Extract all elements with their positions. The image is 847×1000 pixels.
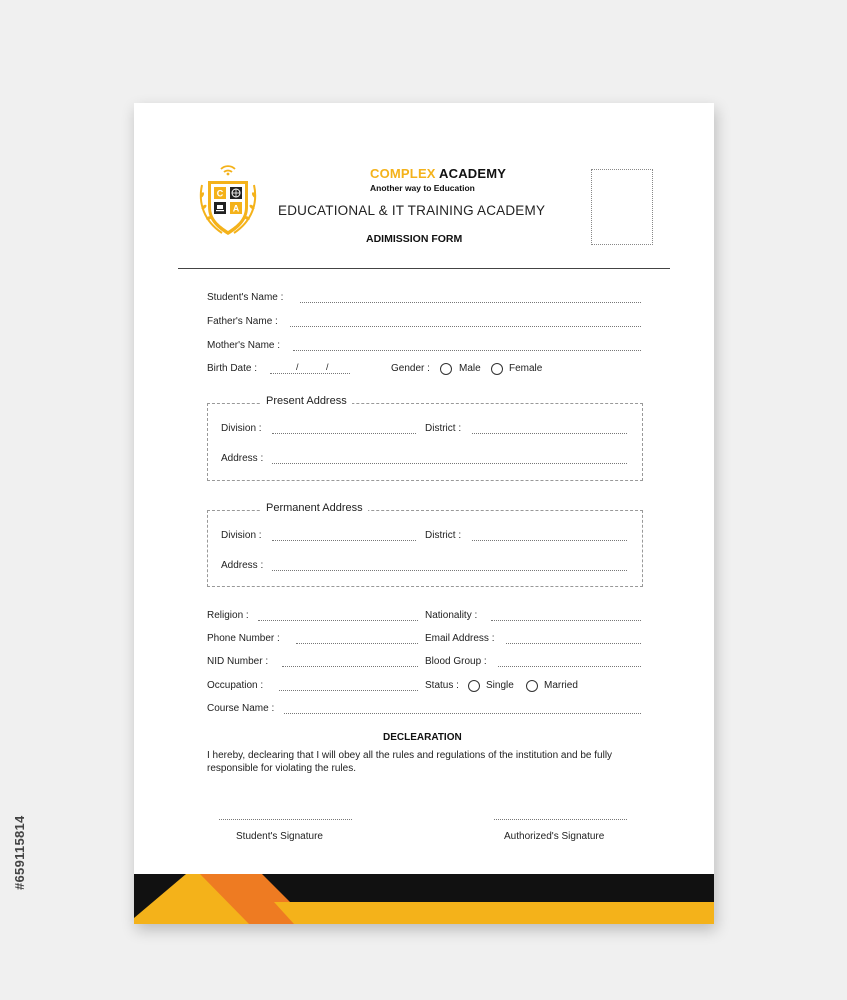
- status-label: Status :: [425, 680, 459, 691]
- present-address-line[interactable]: [272, 463, 627, 464]
- gender-male-radio[interactable]: [440, 363, 452, 375]
- permanent-division-label: Division :: [221, 530, 262, 541]
- academy-name: EDUCATIONAL & IT TRAINING ACADEMY: [278, 203, 546, 218]
- logo-letter-a: A: [232, 203, 240, 214]
- nid-number-line[interactable]: [282, 666, 418, 667]
- brand-tagline: Another way to Education: [370, 183, 475, 193]
- present-address-title: Present Address: [261, 395, 352, 407]
- declaration-text: I hereby, declearing that I will obey all the rules and regulations of the institution and be fully responsible for violating the rules.: [207, 750, 613, 774]
- present-division-label: Division :: [221, 423, 262, 434]
- admission-form-page: [134, 103, 714, 924]
- religion-line[interactable]: [258, 620, 418, 621]
- permanent-address-box: [207, 510, 643, 587]
- status-married-radio[interactable]: [526, 680, 538, 692]
- religion-label: Religion :: [207, 610, 249, 621]
- permanent-district-line[interactable]: [472, 540, 627, 541]
- email-address-line[interactable]: [506, 643, 641, 644]
- footer-decoration: [134, 874, 714, 924]
- authorized-signature-line[interactable]: [494, 819, 627, 820]
- form-title: ADIMISSION FORM: [366, 233, 463, 245]
- permanent-district-label: District :: [425, 530, 462, 541]
- gender-female-radio[interactable]: [491, 363, 503, 375]
- birth-date-sep-2: /: [326, 362, 329, 372]
- authorized-signature-label: Authorized's Signature: [504, 831, 605, 842]
- nationality-line[interactable]: [491, 620, 641, 621]
- phone-number-label: Phone Number :: [207, 633, 280, 644]
- blood-group-line[interactable]: [498, 666, 641, 667]
- declaration-title: DECLEARATION: [383, 732, 462, 743]
- brand-name: [370, 166, 506, 181]
- blood-group-label: Blood Group :: [425, 656, 487, 667]
- student-signature-line[interactable]: [219, 819, 352, 820]
- occupation-label: Occupation :: [207, 680, 264, 691]
- father-name-label: Father's Name :: [207, 316, 278, 327]
- permanent-address-title: Permanent Address: [261, 502, 368, 514]
- logo-letter-c: C: [216, 188, 224, 199]
- course-name-label: Course Name :: [207, 703, 275, 714]
- gender-female-label: Female: [509, 363, 543, 374]
- photo-box: [591, 169, 653, 245]
- mother-name-line[interactable]: [293, 350, 641, 351]
- nid-number-label: NID Number :: [207, 656, 269, 667]
- birth-date-line[interactable]: [270, 373, 350, 374]
- stock-image-id: #659115814: [12, 815, 27, 890]
- gender-label: Gender :: [391, 363, 430, 374]
- student-name-line[interactable]: [300, 302, 641, 303]
- course-name-line[interactable]: [284, 713, 641, 714]
- status-single-radio[interactable]: [468, 680, 480, 692]
- occupation-line[interactable]: [279, 690, 418, 691]
- present-address-box: [207, 403, 643, 481]
- phone-number-line[interactable]: [296, 643, 418, 644]
- brand-name-part1: COMPLEX: [370, 166, 436, 181]
- email-address-label: Email Address :: [425, 633, 495, 644]
- birth-date-sep-1: /: [296, 362, 299, 372]
- mother-name-label: Mother's Name :: [207, 340, 281, 351]
- status-married-label: Married: [544, 680, 578, 691]
- student-name-label: Student's Name :: [207, 292, 284, 303]
- academy-logo: [196, 163, 260, 243]
- present-address-label: Address :: [221, 453, 264, 464]
- gender-male-label: Male: [459, 363, 481, 374]
- status-single-label: Single: [486, 680, 514, 691]
- student-signature-label: Student's Signature: [236, 831, 323, 842]
- present-district-line[interactable]: [472, 433, 627, 434]
- permanent-address-line[interactable]: [272, 570, 627, 571]
- permanent-address-label: Address :: [221, 560, 264, 571]
- permanent-division-line[interactable]: [272, 540, 416, 541]
- brand-name-part2: ACADEMY: [439, 166, 507, 181]
- header-divider: [178, 268, 670, 269]
- present-district-label: District :: [425, 423, 462, 434]
- father-name-line[interactable]: [290, 326, 641, 327]
- present-division-line[interactable]: [272, 433, 416, 434]
- nationality-label: Nationality :: [425, 610, 478, 621]
- birth-date-label: Birth Date :: [207, 363, 258, 374]
